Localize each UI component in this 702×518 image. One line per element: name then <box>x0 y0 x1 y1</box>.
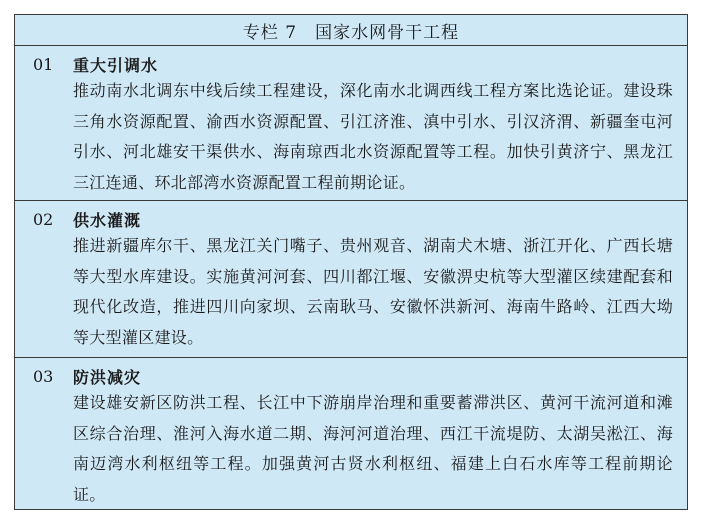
section-body: 推动南水北调东中线后续工程建设，深化南水北调西线工程方案比选论证。建设珠三角水资源配置、渝西水资源配置、引江济淮、滇中引水、引汉济渭、新疆奎屯河引水、河北雄安干渠供水、海南琼西北水资源配置等工程。加快引黄济宁、黑龙江三江连通、环北部湾水资源配置工程前期论证。 <box>73 81 673 192</box>
section-header <box>33 364 673 388</box>
section-heading: 防洪减灾 <box>73 367 142 387</box>
section-number: 02 <box>33 209 54 229</box>
box-title: 专栏 7 国家水网骨干工程 <box>15 15 687 46</box>
section-body: 推进新疆库尔干、黑龙江关门嘴子、贵州观音、湖南犬木塘、浙江开化、广西长塘等大型水库建设。实施黄河河套、四川都江堰、安徽淠史杭等大型灌区续建配套和现代化改造，推进四川向家坝、云南耿马、安徽怀洪新河、海南牛路岭、江西大坳等大型灌区建设。 <box>73 236 673 347</box>
section-number: 03 <box>33 366 54 386</box>
feature-box <box>14 14 688 510</box>
section-flood-control <box>15 358 687 510</box>
section-body: 建设雄安新区防洪工程、长江中下游崩岸治理和重要蓄滞洪区、黄河干流河道和滩区综合治理、淮河入海水道二期、海河河道治理、西江干流堤防、太湖吴淞江、海南迈湾水利枢纽等工程。加强黄河古贤水利枢纽、福建上白石水库等工程前期论证。 <box>73 393 673 504</box>
section-heading: 重大引调水 <box>73 55 159 75</box>
section-number: 01 <box>33 54 54 74</box>
section-water-supply-irrigation <box>15 201 687 358</box>
section-header <box>33 52 673 76</box>
section-header <box>33 207 673 231</box>
section-heading: 供水灌溉 <box>73 210 142 230</box>
section-major-water-diversion <box>15 46 687 201</box>
